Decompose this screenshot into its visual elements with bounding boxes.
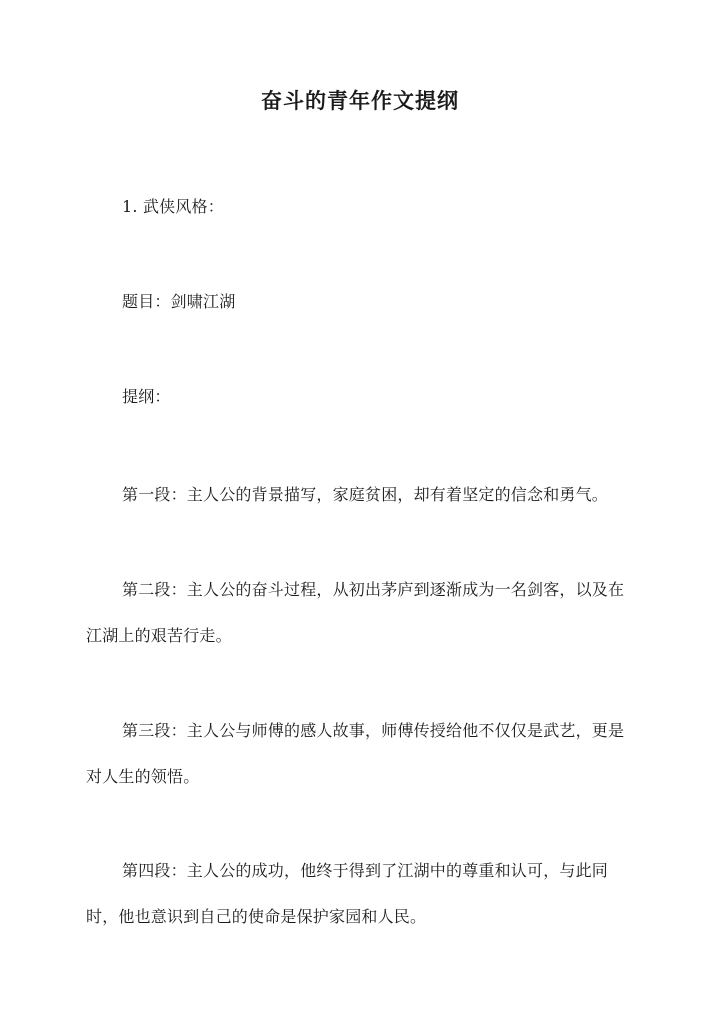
essay-topic: 题目：剑啸江湖 [122, 292, 236, 311]
outline-paragraph-4: 第四段：主人公的成功，他终于得到了江湖中的尊重和认可，与此同时，他也意识到自己的使命是保护家园和人民。 [86, 861, 609, 926]
outline-paragraph-3: 第三段：主人公与师傅的感人故事，师傅传授给他不仅仅是武艺，更是对人生的领悟。 [86, 721, 625, 786]
section-heading-wuxia-style: 1. 武侠风格： [122, 197, 224, 216]
outline-paragraph-1: 第一段：主人公的背景描写，家庭贫困，却有着坚定的信念和勇气。 [122, 485, 609, 504]
outline-paragraph-2: 第二段：主人公的奋斗过程，从初出茅庐到逐渐成为一名剑客，以及在江湖上的艰苦行走。 [86, 580, 625, 645]
document-title: 奋斗的青年作文提纲 [261, 88, 459, 113]
outline-label: 提纲： [122, 387, 171, 406]
